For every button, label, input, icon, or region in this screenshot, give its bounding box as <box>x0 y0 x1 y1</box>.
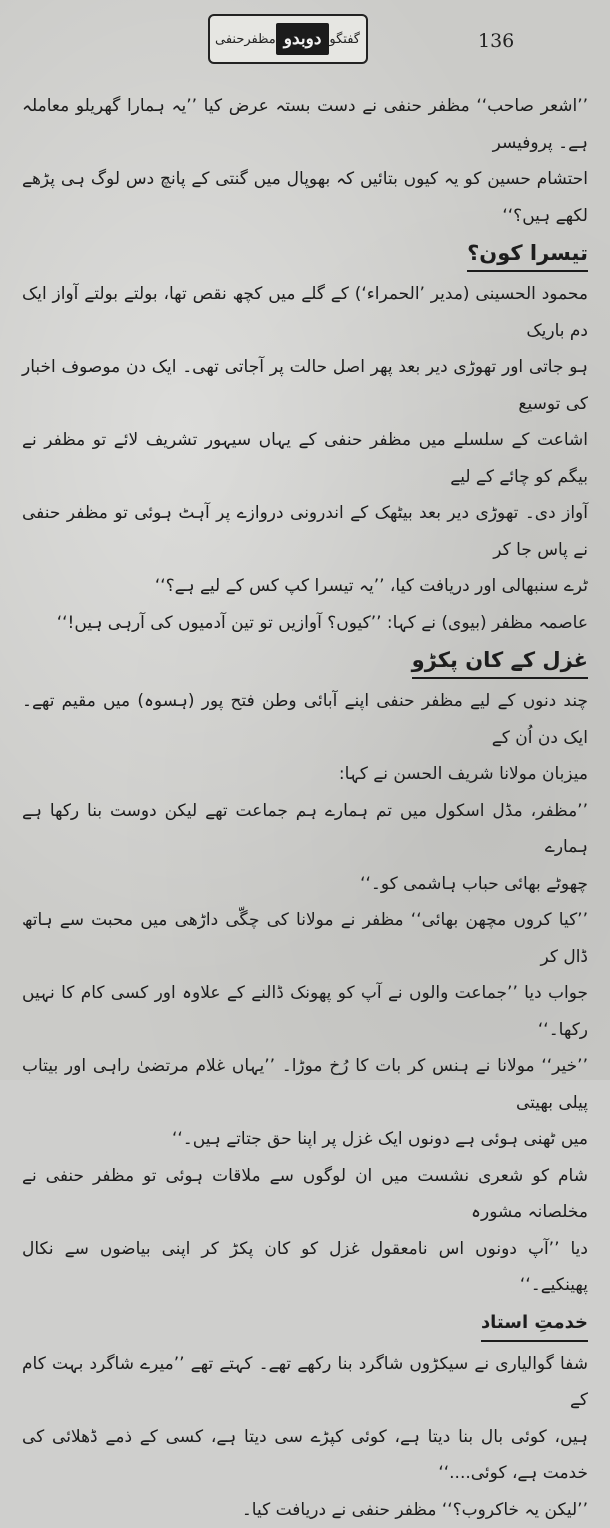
text-line: جواب دیا ’’جماعت والوں نے آپ کو پھونک ڈالنے کے علاوہ اور کسی کام کا نہیں رکھا۔‘‘ <box>22 975 588 1048</box>
text-line: عاصمہ مظفر (بیوی) نے کہا: ’’کیوں؟ آوازیں تو تین آدمیوں کی آرہی ہیں!‘‘ <box>22 605 588 642</box>
text-line: آواز دی۔ تھوڑی دیر بعد بیٹھک کے اندرونی دروازے پر آہٹ ہوئی تو مظفر حنفی نے پاس جا کر <box>22 495 588 568</box>
text-line: میں ٹھنی ہوئی ہے دونوں ایک غزل پر اپنا حق جتاتے ہیں۔‘‘ <box>22 1121 588 1158</box>
text-line: اشاعت کے سلسلے میں مظفر حنفی کے یہاں سیہور تشریف لائے تو مظفر نے بیگم کو چائے کے لیے <box>22 422 588 495</box>
section-heading-row <box>22 1304 588 1346</box>
paragraph-intro <box>22 88 588 234</box>
text-line: محمود الحسینی (مدیر ’الحمراء‘) کے گلے میں کچھ نقص تھا، بولتے بولتے آواز ایک دم باریک <box>22 276 588 349</box>
paragraph-section-2 <box>22 683 588 1304</box>
section-heading: خدمتِ استاد <box>481 1306 588 1342</box>
text-line: دیا ’’آپ دونوں اس نامعقول غزل کو کان پکڑ کر اپنی بیاضوں سے نکال پھینکیے۔‘‘ <box>22 1231 588 1304</box>
text-line: ’’مظفر، مڈل اسکول میں تم ہمارے ہم جماعت تھے لیکن دوست بنا رکھا ہے ہمارے <box>22 793 588 866</box>
text-line: شام کو شعری نشست میں ان لوگوں سے ملاقات ہوئی تو مظفر حنفی نے مخلصانہ مشورہ <box>22 1158 588 1231</box>
logo-title: دوبدو <box>276 23 330 55</box>
text-line: ہیں، کوئی بال بنا دیتا ہے، کوئی کپڑے سی دیتا ہے، کسی کے ذمے ڈھلائی کی خدمت ہے، کوئی....‘‘ <box>22 1419 588 1492</box>
text-line: ’’خیر‘‘ مولانا نے ہنس کر بات کا رُخ موڑا۔ ’’یہاں غلام مرتضیٰ راہی اور بیتاب پیلی بھیتی <box>22 1048 588 1121</box>
text-line: ہو جاتی اور تھوڑی دیر بعد پھر اصل حالت پر آجاتی تھی۔ ایک دن موصوف اخبار کی توسیع <box>22 349 588 422</box>
text-line: احتشام حسین کو یہ کیوں بتائیں کہ بھوپال میں گنتی کے پانچ دس لوگ ہی پڑھے لکھے ہیں؟‘‘ <box>22 161 588 234</box>
section-heading: تیسرا کون؟ <box>467 236 588 272</box>
text-line: شفا گوالیاری نے سیکڑوں شاگرد بنا رکھے تھے۔ کہتے تھے ’’میرے شاگرد بہت کام کے <box>22 1346 588 1419</box>
logo-right-text: گفتگو <box>329 32 360 47</box>
series-logo <box>208 14 368 64</box>
logo-author: مظفرحنفی <box>215 32 276 47</box>
text-line: ٹرے سنبھالی اور دریافت کیا، ’’یہ تیسرا کپ کس کے لیے ہے؟‘‘ <box>22 568 588 605</box>
section-heading: غزل کے کان پکڑو <box>412 643 588 679</box>
section-heading-row <box>22 234 588 276</box>
paragraph-section-3 <box>22 1346 588 1528</box>
text-line: ’’اشعر صاحب‘‘ مظفر حنفی نے دست بستہ عرض کیا ’’یہ ہمارا گھریلو معاملہ ہے۔ پروفیسر <box>22 88 588 161</box>
paragraph-section-1 <box>22 276 588 641</box>
text-line: چند دنوں کے لیے مظفر حنفی اپنے آبائی وطن فتح پور (ہسوہ) میں مقیم تھے۔ ایک دن اُن کے <box>22 683 588 756</box>
text-line: چھوٹے بھائی حباب ہاشمی کو۔‘‘ <box>22 866 588 903</box>
page-number: 136 <box>478 30 514 52</box>
page-body <box>22 88 588 1040</box>
section-heading-row <box>22 641 588 683</box>
text-line: میزبان مولانا شریف الحسن نے کہا: <box>22 756 588 793</box>
text-line: ’’لیکن یہ خاکروب؟‘‘ مظفر حنفی نے دریافت کیا۔ <box>22 1492 588 1528</box>
page-header <box>0 14 610 66</box>
text-line: ’’کیا کروں مچھن بھائی‘‘ مظفر نے مولانا کی چگّی داڑھی میں محبت سے ہاتھ ڈال کر <box>22 902 588 975</box>
